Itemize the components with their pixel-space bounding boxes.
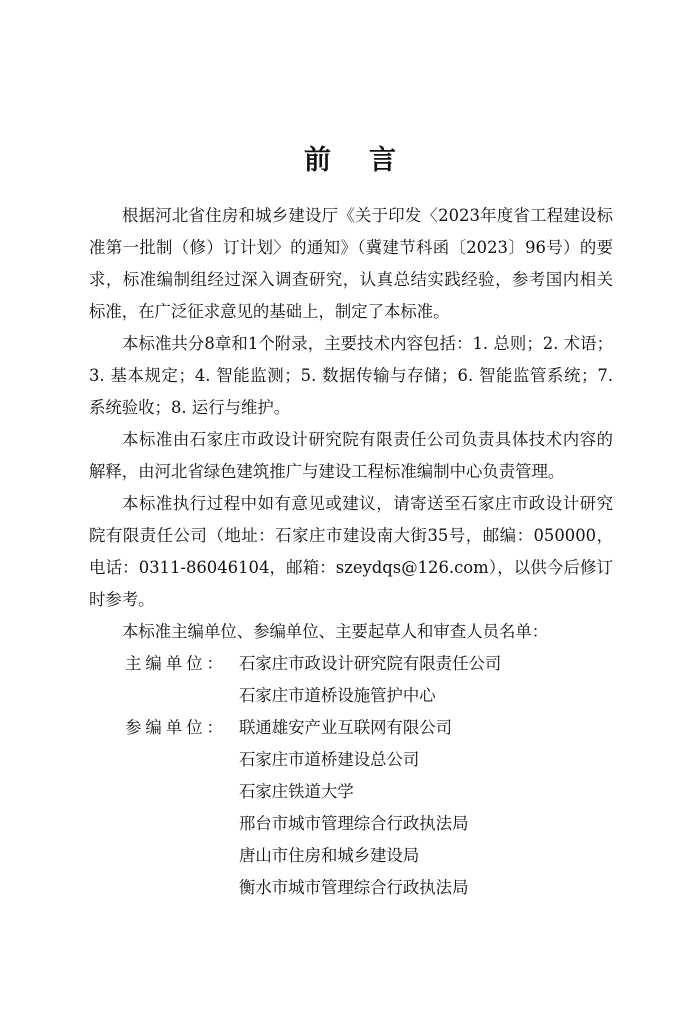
list-item: [89, 872, 613, 904]
list-item: [89, 840, 613, 872]
participating-units: [89, 712, 613, 904]
unit-name: 石家庄铁道大学: [239, 782, 354, 801]
page-title: [0, 138, 700, 177]
list-item: [89, 712, 613, 744]
list-item: [89, 648, 613, 680]
title-char-1: 前: [304, 145, 331, 176]
paragraph-basis: 根据河北省住房和城乡建设厅《关于印发〈2023年度省工程建设标准第一批制（修）订计划〉的通知》（冀建节科函〔2023〕96号）的要求，标准编制组经过深入调查研究，认真总结实践经验，参考国内相关标准，在广泛征求意见的基础上，制定了本标准。: [89, 206, 613, 321]
unit-name: 邢台市城市管理综合行政执法局: [239, 814, 469, 833]
unit-name: 石家庄市政设计研究院有限责任公司: [239, 654, 502, 673]
unit-name: 联通雄安产业互联网有限公司: [239, 718, 453, 737]
participating-units-label: 参编单位：: [125, 718, 227, 737]
paragraph-unit-intro: 本标准主编单位、参编单位、主要起草人和审查人员名单：: [122, 622, 549, 641]
chief-units-label: 主编单位：: [125, 654, 227, 673]
unit-name: 衡水市城市管理综合行政执法局: [239, 878, 469, 897]
list-item: [89, 744, 613, 776]
list-item: [89, 808, 613, 840]
paragraph-contents: 本标准共分8章和1个附录，主要技术内容包括：1. 总则；2. 术语；3. 基本规定；4. 智能监测；5. 数据传输与存储；6. 智能监管系统；7. 系统验收；8. 运行与维护。: [89, 334, 613, 417]
chief-units: [89, 648, 613, 712]
unit-name: 唐山市住房和城乡建设局: [239, 846, 420, 865]
paragraph-feedback: 本标准执行过程中如有意见或建议，请寄送至石家庄市政设计研究院有限责任公司（地址：石家庄市建设南大街35号，邮编：050000，电话：0311-86046104，邮箱：szeydqs@126.com），以供今后修订时参考。: [89, 494, 613, 609]
paragraph-interpretation: 本标准由石家庄市政设计研究院有限责任公司负责具体技术内容的解释，由河北省绿色建筑推广与建设工程标准编制中心负责管理。: [89, 430, 613, 481]
list-item: [89, 776, 613, 808]
unit-name: 石家庄市道桥设施管护中心: [239, 686, 436, 705]
list-item: [89, 680, 613, 712]
unit-name: 石家庄市道桥建设总公司: [239, 750, 420, 769]
preface-body: [89, 200, 613, 904]
title-char-2: 言: [369, 145, 396, 176]
